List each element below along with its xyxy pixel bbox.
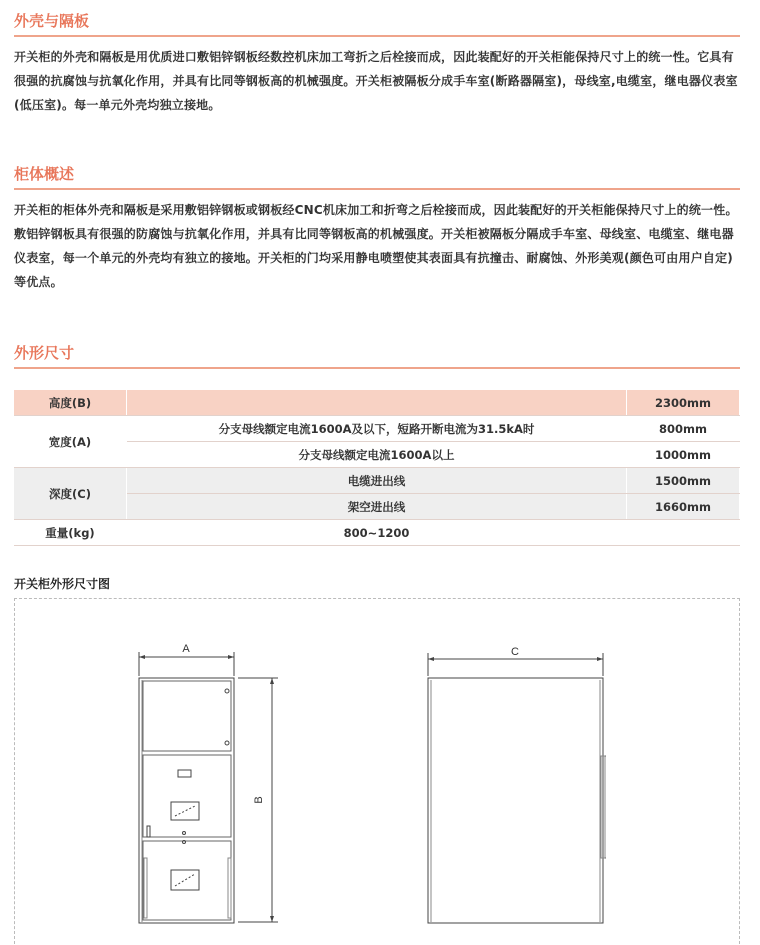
table-cell-condition: 电缆进出线 bbox=[127, 468, 627, 494]
diagram-title: 开关柜外形尺寸图 bbox=[14, 577, 111, 591]
section-paragraph: 开关柜的柜体外壳和隔板是采用敷铝锌钢板或钢板经CNC机床加工和折弯之后栓接而成，因此装配好的开关柜能保持尺寸上的统一性。敷铝锌钢板具有很强的防腐蚀与抗氧化作用，并具有比同等钢板高的机械强度。开关柜被隔板分隔成手车室、母线室、电缆室、继电器仪表室，每一个单元的外壳均有独立的接地。开关柜的门均采用静电喷塑使其表面具有抗撞击、耐腐蚀、外形美观(颜色可由用户自定)等优点。 bbox=[14, 203, 738, 289]
table-cell-condition: 分支母线额定电流1600A及以下，短路开断电流为31.5kA时 bbox=[127, 416, 627, 442]
table-cell-label: 重量(kg) bbox=[14, 520, 127, 546]
dimension-label-b: B bbox=[253, 796, 265, 804]
front-upper-door bbox=[143, 681, 231, 751]
section-title: 外形尺寸 bbox=[14, 344, 75, 362]
table-cell-label: 宽度(A) bbox=[14, 416, 127, 468]
table-cell-value: 1000mm bbox=[627, 442, 740, 468]
front-lower-door bbox=[143, 841, 231, 920]
table-cell-value: 1500mm bbox=[627, 468, 740, 494]
section-paragraph: 开关柜的外壳和隔板是用优质进口敷铝锌钢板经数控机床加工弯折之后栓接而成，因此装配好的开关柜能保持尺寸上的统一性。它具有很强的抗腐蚀与抗氧化作用，并具有比同等钢板高的机械强度。开关柜被隔板分成手车室(断路器隔室)，母线室,电缆室，继电器仪表室(低压室)。每一单元外壳均独立接地。 bbox=[14, 50, 738, 112]
section-title: 柜体概述 bbox=[14, 165, 75, 183]
table-cell-label: 高度(B) bbox=[14, 390, 127, 416]
table-cell-condition: 800~1200 bbox=[127, 520, 627, 546]
table-cell-value: 1660mm bbox=[627, 494, 740, 520]
table-cell-condition: 架空进出线 bbox=[127, 494, 627, 520]
table-cell-label: 深度(C) bbox=[14, 468, 127, 520]
side-view-outline bbox=[428, 678, 603, 923]
table-cell-condition: 分支母线额定电流1600A以上 bbox=[127, 442, 627, 468]
front-middle-door bbox=[143, 755, 231, 837]
dimension-label-a: A bbox=[182, 643, 190, 655]
table-cell-value: 2300mm bbox=[627, 390, 740, 416]
dimension-label-c: C bbox=[511, 646, 519, 658]
section-title: 外壳与隔板 bbox=[14, 12, 90, 30]
front-view-outline bbox=[139, 678, 234, 923]
table-cell-value: 800mm bbox=[627, 416, 740, 442]
